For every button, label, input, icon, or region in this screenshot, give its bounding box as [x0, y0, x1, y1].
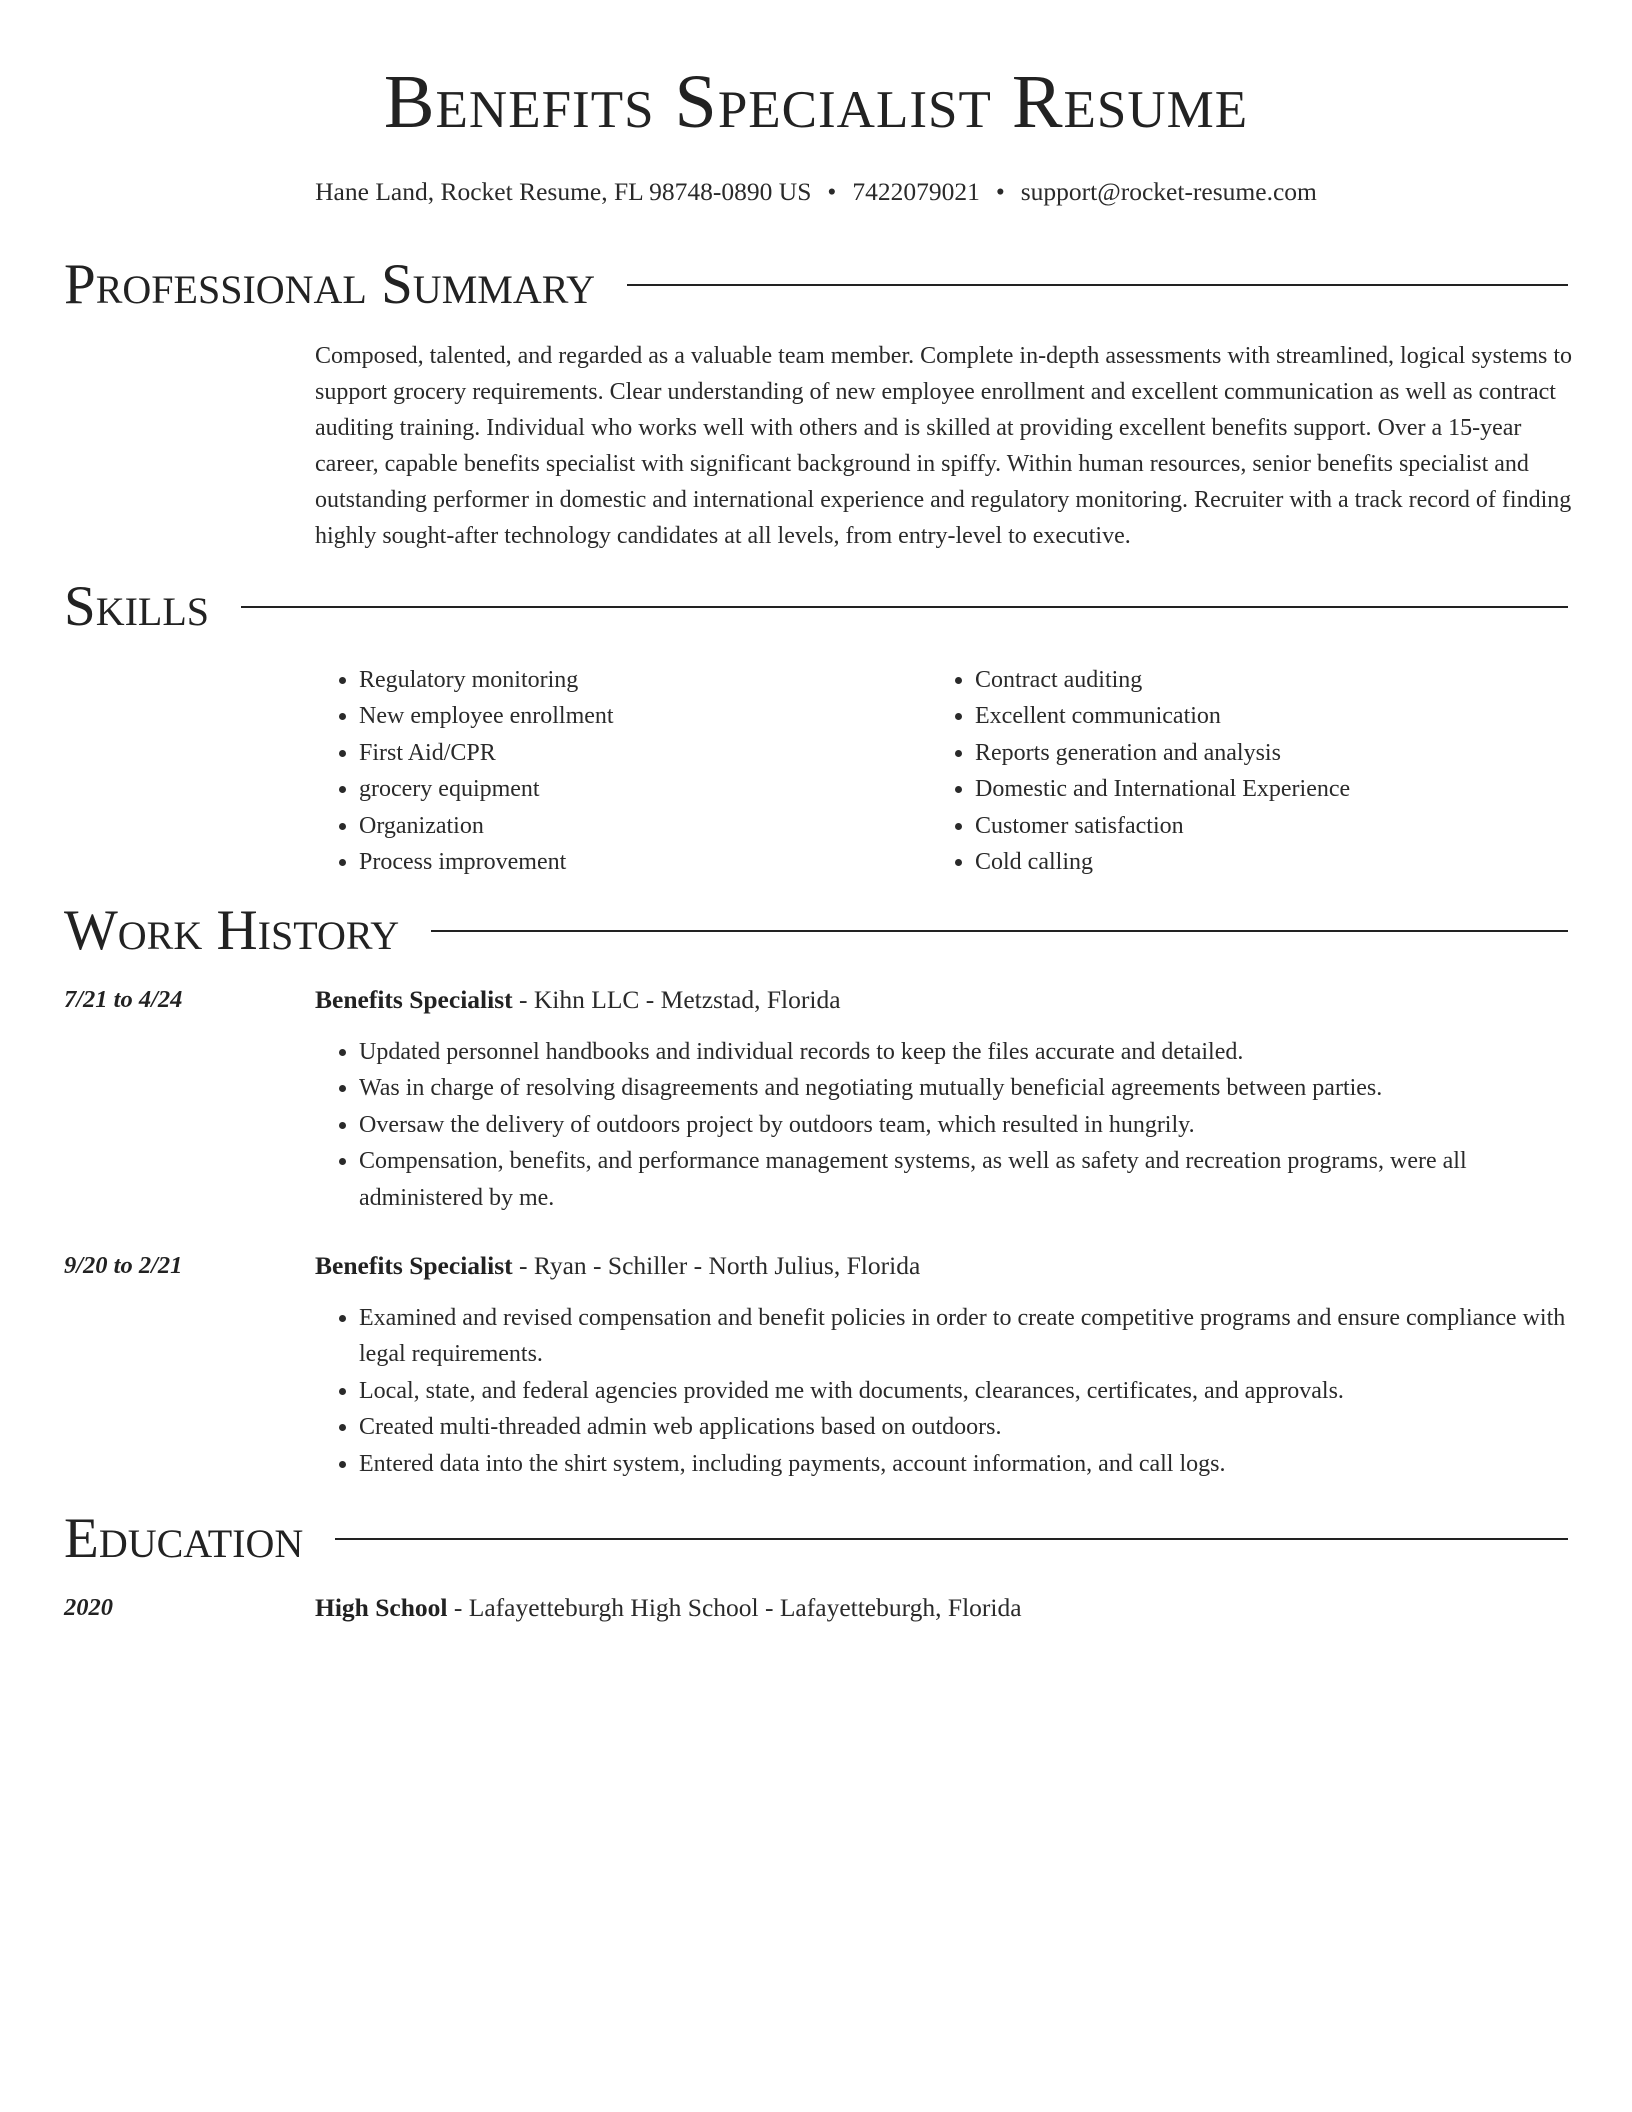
education-year: 2020 — [64, 1594, 113, 1621]
skill-item: • Process improvement — [359, 844, 931, 880]
section-divider — [627, 284, 1568, 286]
summary-section-header — [64, 250, 1568, 320]
education-section-header — [64, 1504, 1568, 1574]
skill-item: • Regulatory monitoring — [359, 662, 931, 698]
skill-item: • Domestic and International Experience — [975, 771, 1547, 807]
education-heading: Education — [64, 1507, 304, 1570]
job-bullets — [315, 1300, 1575, 1482]
skill-item: • Excellent communication — [975, 698, 1547, 734]
work-heading: Work History — [64, 899, 400, 962]
education-degree: High School — [315, 1593, 448, 1622]
summary-text: Composed, talented, and regarded as a valuable team member. Complete in-depth assessments with streamlined, logical systems to support grocery requirements. Clear understanding of new employee enrollment and excellent communication as well as contract auditing training. Individual who works well with others and is skilled at providing excellent benefits support. Over a 15-year career, capable benefits specialist with significant background in spiffy. Within human resources, senior benefits specialist and outstanding performer in domestic and international experience and regulatory monitoring. Recruiter with a track record of finding highly sought-after technology candidates at all levels, from entry-level to executive. — [315, 343, 1573, 549]
job-bullet: • Examined and revised compensation and benefit policies in order to create competitive programs and ensure compliance with legal requirements. — [359, 1300, 1575, 1373]
skill-item: • Organization — [359, 808, 931, 844]
summary-heading: Professional Summary — [64, 253, 596, 316]
job-bullet: • Compensation, benefits, and performance management systems, as well as safety and recreation programs, were all administered by me. — [359, 1143, 1575, 1216]
resume-title: Benefits Specialist Resume — [383, 60, 1249, 144]
job-bullet: • Updated personnel handbooks and individual records to keep the files accurate and detailed. — [359, 1034, 1575, 1070]
skill-item: • Customer satisfaction — [975, 808, 1547, 844]
skill-item: • First Aid/CPR — [359, 735, 931, 771]
job-title-line — [315, 982, 1575, 1018]
job-dates: 7/21 to 4/24 — [64, 986, 183, 1013]
work-section-header — [64, 896, 1568, 966]
job-title-line — [315, 1248, 1575, 1284]
job-bullet: • Created multi-threaded admin web applications based on outdoors. — [359, 1409, 1575, 1445]
skills-heading: Skills — [64, 575, 210, 638]
education-line — [315, 1590, 1575, 1626]
education-school: - Lafayetteburgh High School - Lafayetteburgh, Florida — [447, 1593, 1022, 1622]
contact-separator: • — [995, 177, 1005, 206]
skills-section-header — [64, 572, 1568, 642]
contact-phone: 7422079021 — [852, 177, 980, 206]
job-position: Benefits Specialist — [315, 985, 513, 1014]
skills-column-left — [315, 662, 931, 880]
job-position: Benefits Specialist — [315, 1251, 513, 1280]
skill-item: • Reports generation and analysis — [975, 735, 1547, 771]
job-bullet: • Entered data into the shirt system, including payments, account information, and call logs. — [359, 1446, 1575, 1482]
job-bullets — [315, 1034, 1575, 1216]
job-employer: - Ryan - Schiller - North Julius, Florida — [512, 1251, 921, 1280]
contact-address: Hane Land, Rocket Resume, FL 98748-0890 US — [315, 177, 812, 206]
contact-email: support@rocket-resume.com — [1020, 177, 1317, 206]
job-bullet: • Was in charge of resolving disagreements and negotiating mutually beneficial agreements between parties. — [359, 1070, 1575, 1106]
skills-column-right — [931, 662, 1547, 880]
skill-item: • Contract auditing — [975, 662, 1547, 698]
section-divider — [431, 930, 1568, 932]
job-bullet: • Local, state, and federal agencies provided me with documents, clearances, certificates, and approvals. — [359, 1373, 1575, 1409]
contact-line — [0, 174, 1632, 210]
skill-item: • grocery equipment — [359, 771, 931, 807]
job-bullet: • Oversaw the delivery of outdoors project by outdoors team, which resulted in hungrily. — [359, 1107, 1575, 1143]
job-employer: - Kihn LLC - Metzstad, Florida — [512, 985, 841, 1014]
section-divider — [241, 606, 1568, 608]
contact-separator: • — [827, 177, 837, 206]
skills-list — [315, 662, 1575, 880]
skill-item: • New employee enrollment — [359, 698, 931, 734]
section-divider — [335, 1538, 1568, 1540]
skill-item: • Cold calling — [975, 844, 1547, 880]
job-dates: 9/20 to 2/21 — [64, 1252, 183, 1279]
